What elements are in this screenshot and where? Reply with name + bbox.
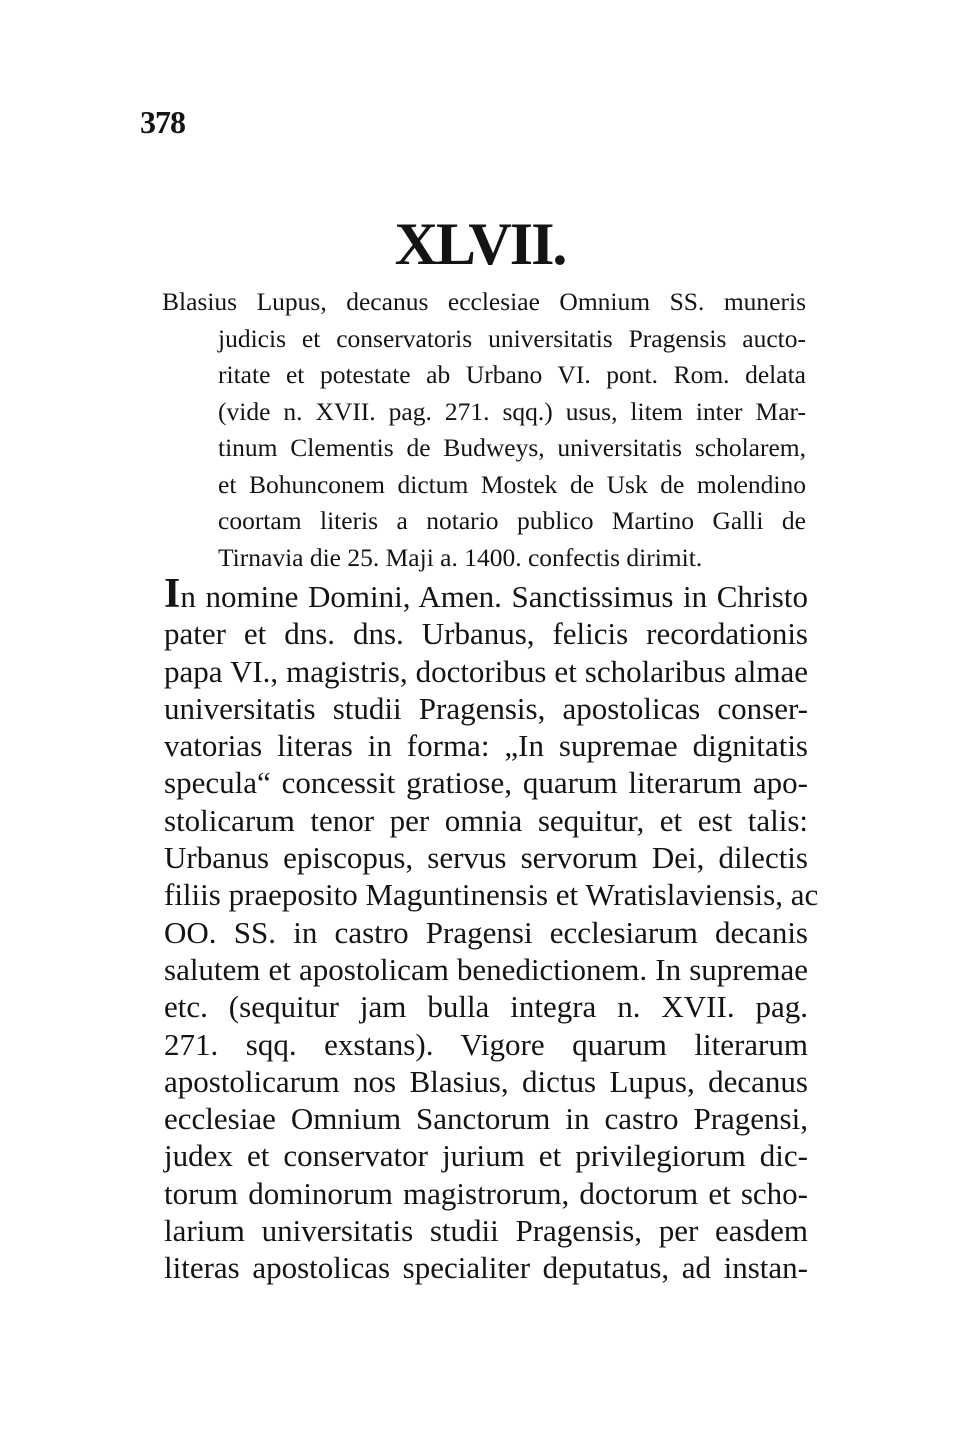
body-line-first — [164, 571, 808, 617]
body-line: literas apostolicas specialiter deputatus, ad instan- — [164, 1250, 808, 1286]
body-line: Urbanus episcopus, servus servorum Dei, dilectis — [164, 840, 808, 876]
body-line: ecclesiae Omnium Sanctorum in castro Pragensi, — [164, 1101, 808, 1137]
body-line: filiis praeposito Maguntinensis et Wratislaviensis, ac — [164, 877, 819, 913]
body-line: papa VI., magistris, doctoribus et scholaribus almae — [164, 653, 808, 689]
body-line: 271. sqq. exstans). Vigore quarum literarum — [164, 1026, 808, 1062]
body-line: stolicarum tenor per omnia sequitur, et est talis: — [164, 802, 808, 838]
summary-line: Blasius Lupus, decanus ecclesiae Omnium SS. muneris — [162, 287, 806, 316]
summary-line: coortam literis a notario publico Martino Galli de — [218, 506, 806, 535]
document-heading: XLVII. — [394, 211, 566, 277]
body-line: larium universitatis studii Pragensis, per easdem — [164, 1213, 808, 1249]
body-line-first-text: n nomine Domini, Amen. Sanctissimus in Christo — [180, 579, 808, 614]
summary-line: ritate et potestate ab Urbano VI. pont. Rom. delata — [218, 360, 806, 389]
body-line: torum dominorum magistrorum, doctorum et scho- — [164, 1175, 808, 1211]
body-line: universitatis studii Pragensis, apostolicas conser- — [164, 690, 808, 726]
body-line: pater et dns. dns. Urbanus, felicis recordationis — [164, 616, 808, 652]
drop-cap: I — [164, 571, 181, 617]
body-line: apostolicarum nos Blasius, dictus Lupus, decanus — [164, 1063, 808, 1099]
summary-line: et Bohunconem dictum Mostek de Usk de molendino — [218, 469, 806, 499]
body-line: specula“ concessit gratiose, quarum literarum apo- — [164, 765, 808, 801]
document-body — [164, 571, 819, 1287]
page-number: 378 — [140, 104, 185, 140]
summary-line: judicis et conservatoris universitatis Pragensis aucto- — [218, 323, 806, 353]
document-summary — [162, 284, 806, 576]
body-line: vatorias literas in forma: „In supremae dignitatis — [164, 728, 808, 764]
body-line: salutem et apostolicam benedictionem. In supremae — [164, 951, 808, 987]
summary-line: Tirnavia die 25. Maji a. 1400. confectis dirimit. — [218, 542, 703, 572]
body-line: judex et conservator jurium et privilegiorum dic- — [164, 1138, 808, 1174]
body-line: etc. (sequitur jam bulla integra n. XVII. pag. — [164, 989, 808, 1025]
body-line: OO. SS. in castro Pragensi ecclesiarum decanis — [164, 914, 808, 950]
summary-line: (vide n. XVII. pag. 271. sqq.) usus, litem inter Mar- — [218, 396, 806, 426]
summary-line: tinum Clementis de Budweys, universitatis scholarem, — [218, 433, 806, 462]
